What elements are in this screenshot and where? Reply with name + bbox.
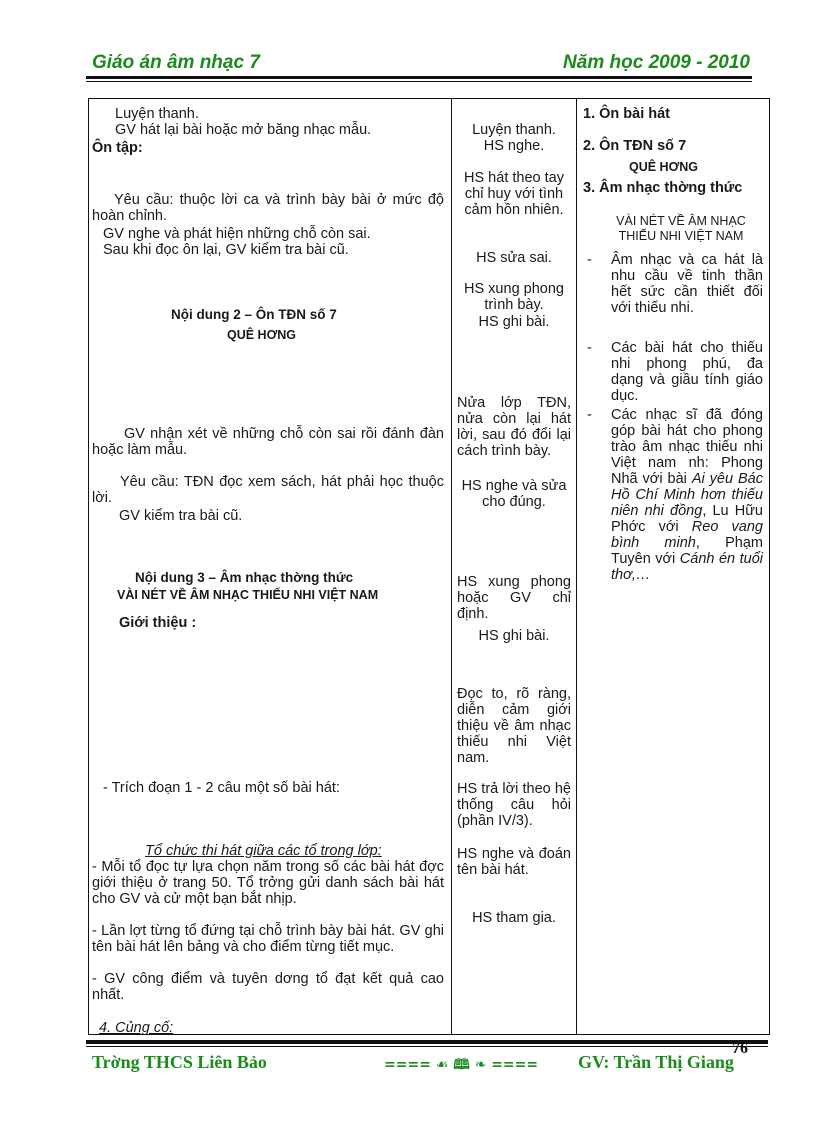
paragraph: Yêu cầu: TĐN đọc xem sách, hát phải học thuộc lời. <box>92 474 444 506</box>
lesson-table <box>88 98 770 1035</box>
section-heading: 4. Củng cố: <box>99 1020 174 1036</box>
paragraph: HS trả lời theo hệ thống câu hỏi (phần IV/3). <box>457 781 571 829</box>
song-name: Ai yêu Bác Hồ Chí Minh hơn thiếu niên nhi đồng <box>611 471 763 519</box>
page-number: 76 <box>732 1040 748 1057</box>
text-line: HS tham gia. <box>472 910 556 926</box>
bullet-dash: - <box>587 252 592 268</box>
text-line: Luyện thanh. <box>115 106 199 122</box>
bullet-dash: - <box>587 340 592 356</box>
footer-school: Trờng THCS Liên Bảo <box>92 1052 267 1072</box>
section-subheading: VÀI NÉT VỀ ÂM NHẠC THIẾU NHI VIỆT NAM <box>117 588 379 602</box>
text-line: Sau khi đọc ôn lại, GV kiểm tra bài cũ. <box>103 242 349 258</box>
section-heading: Tổ chức thi hát giữa các tổ trong lớp: <box>145 843 382 859</box>
section-heading: Giới thiệu : <box>119 615 197 631</box>
bullet-dash: - <box>587 407 592 423</box>
text-line: HS nghe và sửa cho đúng. <box>461 478 567 510</box>
text-line: GV nghe và phát hiện những chỗ còn sai. <box>103 226 371 242</box>
song-title: QUÊ HƠNG <box>227 328 297 342</box>
header-rule <box>86 76 752 79</box>
paragraph: Nửa lớp TĐN, nửa còn lại hát lời, sau đó đổi lại cách trình bày. <box>457 395 571 459</box>
section-heading: Nội dung 3 – Âm nhạc thờng thức <box>135 570 354 585</box>
paragraph: GV nhận xét về những chỗ còn sai rồi đánh đàn hoặc làm mẫu. <box>92 426 444 458</box>
footer-rule <box>86 1040 768 1044</box>
board-notes-column <box>577 99 769 1034</box>
paragraph: - Lần lợt từng tổ đứng tại chỗ trình bày bài hát. GV ghi tên bài hát lên bảng và cho điểm từng tiết mục. <box>92 923 444 955</box>
text-line: GV hát lại bài hoặc mở băng nhạc mẫu. <box>115 122 372 138</box>
note-paragraph: Các bài hát cho thiếu nhi phong phú, đa dạng và giầu tính giáo dục. <box>611 340 763 404</box>
song-name: Reo vang bình minh <box>611 519 763 551</box>
note-subheading: VÀI NÉT VỀ ÂM NHẠC THIẾU NHI VIỆT NAM <box>616 214 746 243</box>
text-line: Luyện thanh. <box>472 122 556 138</box>
note-item: 1. Ôn bài hát <box>583 106 671 122</box>
text-line: HS ghi bài. <box>478 314 550 330</box>
paragraph: - Mỗi tổ đọc tự lựa chọn năm trong số các bài hát đợc giới thiệu ở trang 50. Tổ trởng gửi danh sách bài hát cho GV và cử một bạn bắt nhịp. <box>92 859 444 907</box>
text-line: GV kiểm tra bài cũ. <box>119 508 243 524</box>
header-school-year: Năm học 2009 - 2010 <box>563 52 750 73</box>
text-line: - Trích đoạn 1 - 2 câu một số bài hát: <box>103 780 340 796</box>
header-rule-thin <box>86 81 752 82</box>
song-title: QUÊ HƠNG <box>629 160 699 174</box>
student-activity-column <box>452 99 577 1034</box>
song-name: Cánh én tuổi thơ,… <box>611 551 763 583</box>
footer-rule-thin <box>86 1046 768 1047</box>
note-item: 2. Ôn TĐN số 7 <box>583 138 687 154</box>
header-title: Giáo án âm nhạc 7 <box>92 52 260 73</box>
paragraph: Đọc to, rõ ràng, diễn cảm giới thiệu về âm nhạc thiếu nhi Việt nam. <box>457 686 571 766</box>
paragraph: Yêu cầu: thuộc lời ca và trình bày bài ở mức độ hoàn chỉnh. <box>92 192 444 224</box>
teacher-activity-column <box>89 99 452 1034</box>
paragraph: HS nghe và đoán tên bài hát. <box>457 846 571 878</box>
note-paragraph: Âm nhạc và ca hát là nhu cầu về tinh thần hết sức cần thiết đối với thiếu nhi. <box>611 252 763 316</box>
paragraph: HS xung phong hoặc GV chỉ định. <box>457 574 571 622</box>
text-line: HS hát theo tay chỉ huy với tình cảm hồn nhiên. <box>464 170 564 218</box>
note-item: 3. Âm nhạc thờng thức <box>583 180 743 196</box>
footer-ornament: ==== ☙ 🕮 ❧ ==== <box>384 1057 539 1073</box>
note-paragraph: Các nhạc sĩ đã đóng góp bài hát cho phong trào âm nhạc thiếu nhi Việt nam nh: Phong Nhã với bài Ai yêu Bác Hồ Chí Minh hơn thiếu niên nhi đồng, Lu Hữu Phớc với Reo vang bình minh, Phạm Tuyên với Cánh én tuổi thơ,… <box>611 407 763 583</box>
section-heading: Ôn tập: <box>92 140 143 156</box>
footer-teacher: GV: Trần Thị Giang <box>578 1052 734 1072</box>
text-line: HS sửa sai. <box>476 250 552 266</box>
section-heading: Nội dung 2 – Ôn TĐN số 7 <box>171 307 337 322</box>
text-line: HS nghe. <box>483 138 545 154</box>
text-line: HS ghi bài. <box>478 628 550 644</box>
paragraph: - GV công điểm và tuyên dơng tổ đạt kết quả cao nhất. <box>92 971 444 1003</box>
text-line: HS xung phong trình bày. <box>464 281 564 313</box>
